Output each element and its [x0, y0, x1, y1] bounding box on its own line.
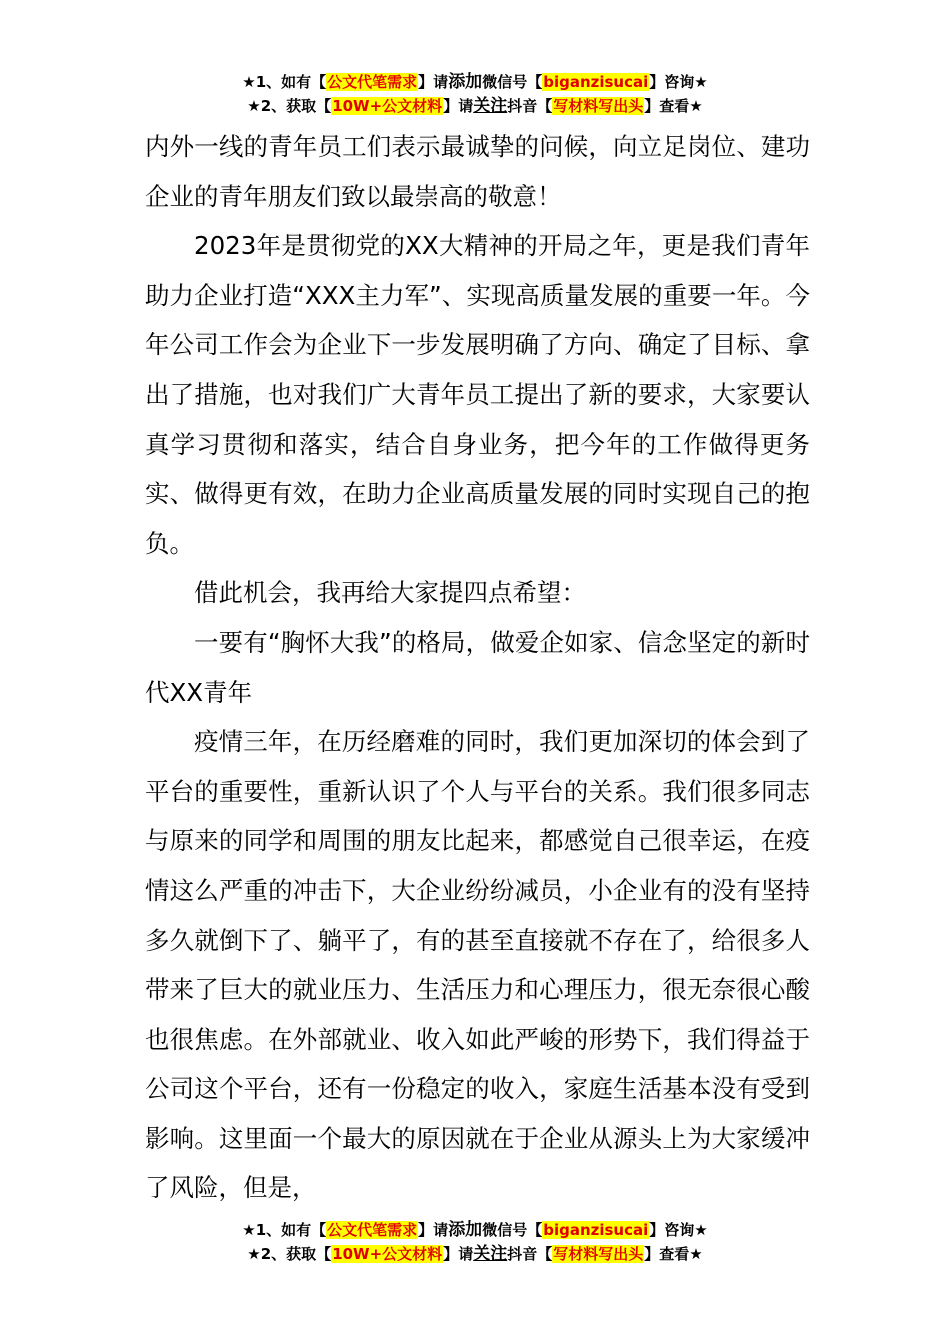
banner-text: ★2、获取【 [247, 97, 332, 115]
banner-highlight: 写材料写出头 [553, 97, 644, 115]
banner-emphasis: 添加 [448, 1220, 483, 1240]
banner-text: 】请 [443, 1245, 474, 1263]
banner-text: 抖音【 [507, 97, 553, 115]
banner-line-2 [0, 1242, 950, 1266]
banner-highlight: 10W+公文材料 [332, 1245, 443, 1263]
banner-text: 微信号【 [482, 73, 543, 91]
banner-highlight: 公文代笔需求 [327, 73, 418, 91]
banner-text: 抖音【 [507, 1245, 553, 1263]
banner-highlight: biganzisucai [543, 1221, 649, 1239]
banner-highlight: 写材料写出头 [553, 1245, 644, 1263]
document-body [145, 122, 810, 1213]
banner-text: 】请 [418, 73, 449, 91]
section-heading: 一要有“胸怀大我”的格局，做爱企如家、信念坚定的新时代XX青年 [145, 627, 810, 707]
paragraph: 疫情三年，在历经磨难的同时，我们更加深切的体会到了平台的重要性，重新认识了个人与平台的关系。我们很多同志与原来的同学和周围的朋友比起来，都感觉自己很幸运，在疫情这么严重的冲击下，大企业纷纷减员，小企业有的没有坚持多久就倒下了、躺平了，有的甚至直接就不存在了，给很多人带来了巨大的就业压力、生活压力和心理压力，很无奈很心酸也很焦虑。在外部就业、收入如此严峻的形势下，我们得益于公司这个平台，还有一份稳定的收入，家庭生活基本没有受到影响。这里面一个最大的原因就在于企业从源头上为大家缓冲了风险，但是， [145, 727, 810, 1203]
banner-emphasis: 关注 [473, 1244, 508, 1264]
banner-text: ★1、如有【 [242, 1221, 327, 1239]
banner-text: 微信号【 [482, 1221, 543, 1239]
banner-text: 】咨询★ [649, 1221, 708, 1239]
banner-line-1 [0, 1218, 950, 1242]
banner-emphasis: 关注 [473, 96, 508, 116]
banner-text: 】查看★ [644, 97, 703, 115]
banner-text: 】查看★ [644, 1245, 703, 1263]
banner-line-2 [0, 94, 950, 118]
banner-line-1 [0, 70, 950, 94]
paragraph: 借此机会，我再给大家提四点希望： [194, 578, 586, 608]
banner-highlight: 10W+公文材料 [332, 97, 443, 115]
footer-banner [0, 1218, 950, 1266]
paragraph: 2023年是贯彻党的XX大精神的开局之年，更是我们青年助力企业打造“XXX主力军”、实现高质量发展的重要一年。今年公司工作会为企业下一步发展明确了方向、确定了目标、拿出了措施，也对我们广大青年员工提出了新的要求，大家要认真学习贯彻和落实，结合自身业务，把今年的工作做得更务实、做得更有效，在助力企业高质量发展的同时实现自己的抱负。 [145, 231, 810, 558]
banner-text: 】咨询★ [649, 73, 708, 91]
banner-highlight: 公文代笔需求 [327, 1221, 418, 1239]
banner-text: ★1、如有【 [242, 73, 327, 91]
banner-emphasis: 添加 [448, 72, 483, 92]
paragraph: 内外一线的青年员工们表示最诚挚的问候，向立足岗位、建功企业的青年朋友们致以最崇高的敬意！ [145, 132, 810, 211]
banner-text: 】请 [418, 1221, 449, 1239]
header-banner [0, 70, 950, 118]
banner-highlight: biganzisucai [543, 73, 649, 91]
banner-text: 】请 [443, 97, 474, 115]
banner-text: ★2、获取【 [247, 1245, 332, 1263]
